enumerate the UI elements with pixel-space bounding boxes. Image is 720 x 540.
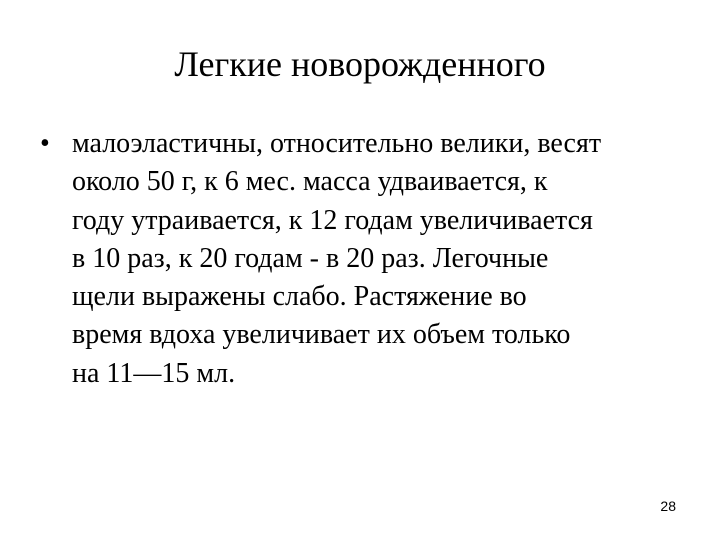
bullet-text-line-7: на 11—15 мл. — [72, 357, 236, 389]
bullet-list — [40, 125, 700, 393]
bullet-text-line-1: малоэластичны, относительно велики, весят — [72, 128, 602, 159]
slide-title: Легкие новорожденного — [174, 44, 546, 84]
bullet-text-line-5: щели выражены слабо. Растяжение во — [72, 281, 527, 313]
bullet-text-line-2: около 50 г, к 6 мес. масса удваивается, к — [72, 166, 548, 198]
bullet-text-line-6: время вдоха увеличивает их объем только — [72, 319, 571, 351]
bullet-text-line-4: в 10 раз, к 20 годам - в 20 раз. Легочные — [72, 242, 549, 274]
page-number: 28 — [660, 498, 676, 514]
bullet-marker: • — [40, 128, 50, 159]
bullet-item — [40, 125, 700, 393]
bullet-text-line-3: году утраивается, к 12 годам увеличивается — [72, 204, 593, 236]
